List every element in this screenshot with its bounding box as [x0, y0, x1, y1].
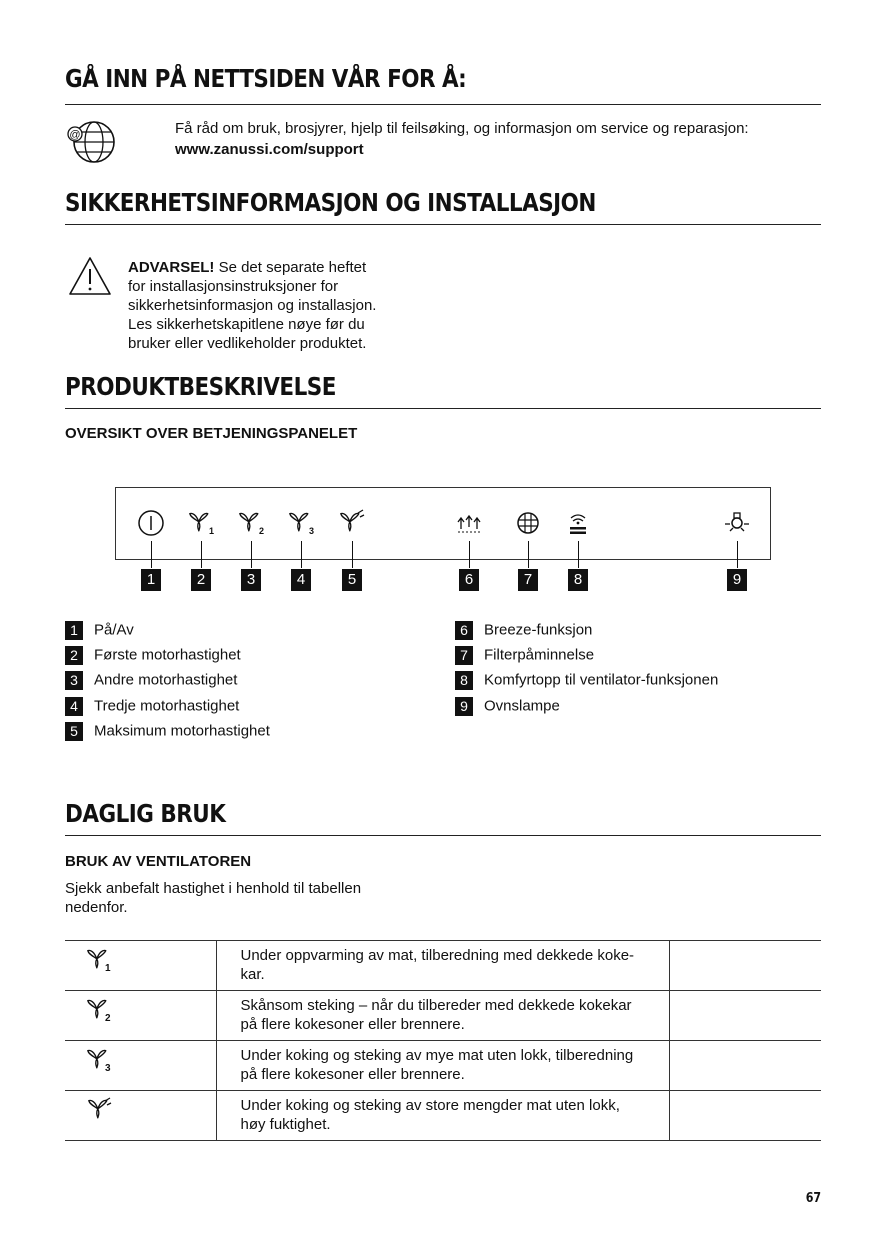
divider	[65, 104, 821, 105]
callout-number: 8	[568, 569, 588, 591]
svg-text:@: @	[69, 129, 81, 141]
table-cell-text	[216, 1091, 669, 1141]
power-icon[interactable]	[137, 509, 165, 537]
table-row	[65, 1041, 821, 1091]
legend-label: Breeze-funksjon	[484, 621, 593, 639]
intro-line: Sjekk anbefalt hastighet i henhold til tabellen	[65, 880, 362, 897]
intro-line: nedenfor.	[65, 899, 128, 916]
heading-product: PRODUKTBESKRIVELSE	[65, 372, 336, 401]
legend-number: 3	[65, 671, 83, 690]
callout-number: 2	[191, 569, 211, 591]
fan-speed-3-icon[interactable]	[288, 509, 316, 537]
legend-number: 7	[455, 646, 473, 665]
fan-speed-1-icon[interactable]	[188, 509, 216, 537]
heading-daily-use: DAGLIG BRUK	[65, 799, 226, 828]
callout-number: 7	[518, 569, 538, 591]
callout-number: 4	[291, 569, 311, 591]
divider	[65, 224, 821, 225]
callout-number: 3	[241, 569, 261, 591]
svg-text:1: 1	[105, 963, 111, 973]
warning-line: Les sikkerhetskapitlene nøye før du	[128, 316, 365, 333]
legend-label: Ovnslampe	[484, 697, 560, 715]
support-link[interactable]: www.zanussi.com/support	[175, 141, 364, 158]
legend-label: På/Av	[94, 621, 134, 639]
cell-line: Under oppvarming av mat, tilberedning med dekkede koke-	[240, 947, 635, 964]
table-cell-text	[216, 991, 669, 1041]
legend-number: 8	[455, 671, 473, 690]
legend-label: Filterpåminnelse	[484, 646, 595, 664]
subheading-panel: OVERSIKT OVER BETJENINGSPANELET	[65, 425, 358, 442]
callout-number: 5	[342, 569, 362, 591]
warning-line: bruker eller vedlikeholder produktet.	[128, 335, 367, 352]
legend-number: 5	[65, 722, 83, 741]
legend-item	[455, 697, 560, 716]
table-cell-text	[216, 941, 669, 991]
svg-text:2: 2	[105, 1013, 111, 1023]
pointer-line	[151, 541, 152, 568]
fan-speed-2-icon[interactable]	[238, 509, 266, 537]
pointer-line	[201, 541, 202, 568]
divider	[65, 835, 821, 836]
table-cell-empty	[669, 1041, 821, 1091]
table-row	[65, 941, 821, 991]
filter-grid-icon[interactable]	[514, 509, 542, 537]
warning-line: for installasjonsinstruksjoner for	[128, 278, 339, 295]
fan-speed-3-icon	[86, 1047, 114, 1073]
website-text: Få råd om bruk, brosjyrer, hjelp til feilsøking, og informasjon om service og reparasjon:	[175, 120, 749, 137]
svg-text:2: 2	[259, 526, 265, 536]
cell-line: på flere kokesoner eller brennere.	[240, 1016, 465, 1033]
warning-line: sikkerhetsinformasjon og installasjon.	[128, 297, 377, 314]
cell-line: Under koking og steking av mye mat uten lokk, tilberedning	[240, 1047, 634, 1064]
callout-number: 6	[459, 569, 479, 591]
legend-label: Maksimum motorhastighet	[94, 722, 270, 740]
legend-item	[65, 697, 239, 716]
pointer-line	[352, 541, 353, 568]
lamp-icon[interactable]	[723, 509, 751, 537]
breeze-icon[interactable]	[455, 509, 483, 537]
pointer-line	[578, 541, 579, 568]
legend-number: 9	[455, 697, 473, 716]
legend-item	[455, 621, 592, 640]
pointer-line	[528, 541, 529, 568]
svg-text:3: 3	[309, 526, 315, 536]
legend-number: 6	[455, 621, 473, 640]
legend-item	[65, 722, 270, 741]
legend-number: 2	[65, 646, 83, 665]
pointer-line	[469, 541, 470, 568]
cell-line: kar.	[240, 966, 265, 983]
table-cell-empty	[669, 1091, 821, 1141]
heading-safety: SIKKERHETSINFORMASJON OG INSTALLASJON	[65, 188, 596, 217]
legend-label: Tredje motorhastighet	[94, 697, 240, 715]
table-cell-icon	[65, 1091, 216, 1141]
globe-at-icon	[64, 120, 116, 164]
table-cell-icon	[65, 991, 216, 1041]
pointer-line	[251, 541, 252, 568]
legend-label: Første motorhastighet	[94, 646, 241, 664]
fan-intro	[65, 879, 405, 917]
fan-speed-table	[65, 940, 821, 1141]
warning-triangle-icon	[68, 256, 112, 296]
warning-line: Se det separate heftet	[218, 259, 367, 276]
fan-speed-2-icon	[86, 997, 114, 1023]
table-cell-icon	[65, 1041, 216, 1091]
legend-item	[65, 621, 134, 640]
fan-max-icon[interactable]	[338, 509, 366, 537]
table-row	[65, 1091, 821, 1141]
callout-number: 1	[141, 569, 161, 591]
heading-website: GÅ INN PÅ NETTSIDEN VÅR FOR Å:	[65, 64, 467, 93]
legend-number: 1	[65, 621, 83, 640]
table-row	[65, 991, 821, 1041]
pointer-line	[737, 541, 738, 568]
svg-text:3: 3	[105, 1063, 111, 1073]
legend-item	[65, 646, 241, 665]
fan-max-icon	[86, 1097, 114, 1123]
fan-speed-1-icon	[86, 947, 114, 973]
callout-number: 9	[727, 569, 747, 591]
table-cell-icon	[65, 941, 216, 991]
table-cell-empty	[669, 991, 821, 1041]
pointer-line	[301, 541, 302, 568]
cell-line: Skånsom steking – når du tilbereder med dekkede kokekar	[240, 997, 632, 1014]
legend-label: Komfyrtopp til ventilator-funksjonen	[484, 671, 719, 689]
legend-item	[65, 671, 237, 690]
cell-line: Under koking og steking av store mengder mat uten lokk,	[240, 1097, 620, 1114]
subheading-fan: BRUK AV VENTILATOREN	[65, 853, 252, 870]
hob-to-hood-icon[interactable]	[564, 509, 592, 537]
legend-item	[455, 646, 594, 665]
legend-label: Andre motorhastighet	[94, 671, 238, 689]
divider	[65, 408, 821, 409]
page-number: 67	[805, 1191, 821, 1206]
cell-line: på flere kokesoner eller brennere.	[240, 1066, 465, 1083]
warning-label: ADVARSEL!	[128, 259, 215, 276]
table-cell-empty	[669, 941, 821, 991]
svg-text:1: 1	[209, 526, 215, 536]
warning-text	[128, 258, 428, 353]
cell-line: høy fuktighet.	[240, 1116, 331, 1133]
legend-item	[455, 671, 718, 690]
legend-number: 4	[65, 697, 83, 716]
table-cell-text	[216, 1041, 669, 1091]
